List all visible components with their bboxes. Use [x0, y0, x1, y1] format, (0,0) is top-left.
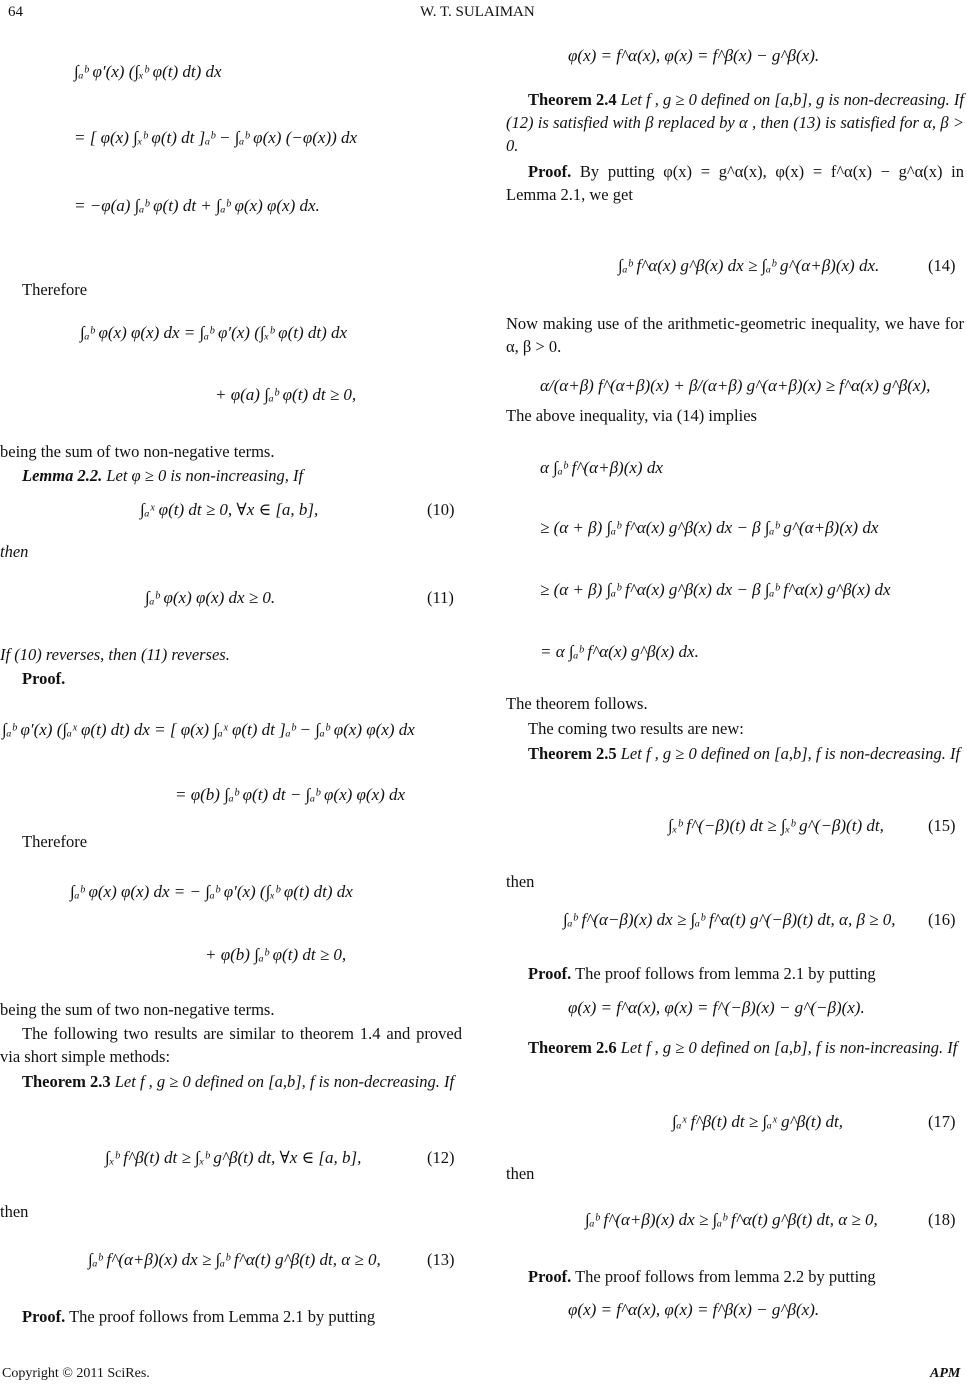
then-4: then [506, 1164, 535, 1183]
theorem-2-5-text: Let f , g ≥ 0 defined on [a,b], f is non-decreasing. If [620, 744, 961, 763]
copyright: Copyright © 2011 SciRes. [2, 1366, 150, 1381]
equation-a1: ∫ₐᵇ φ′(x) (∫ₓᵇ φ(t) dt) dx [74, 62, 222, 81]
equation-11: ∫ₐᵇ φ(x) φ(x) dx ≥ 0. [145, 588, 276, 607]
equation-15-number: (15) [928, 816, 956, 835]
proof-theorem-2-6 [528, 1265, 964, 1288]
proof-theorem-2-4-label: Proof. [528, 162, 572, 181]
equation-top-right: φ(x) = f^α(x), φ(x) = f^β(x) − g^β(x). [568, 46, 820, 65]
equation-16: ∫ₐᵇ f^(α−β)(x) dx ≥ ∫ₐᵇ f^α(t) g^(−β)(t) dt, α, β ≥ 0, [563, 910, 896, 929]
equation-proof-2-6: φ(x) = f^α(x), φ(x) = f^β(x) − g^β(x). [568, 1300, 820, 1319]
journal-abbrev: APM [930, 1366, 961, 1381]
equation-14: ∫ₐᵇ f^α(x) g^β(x) dx ≥ ∫ₐᵇ g^(α+β)(x) dx. [618, 256, 880, 275]
equation-17: ∫ₐˣ f^β(t) dt ≥ ∫ₐˣ g^β(t) dt, [672, 1112, 843, 1131]
equation-17-number: (17) [928, 1112, 956, 1131]
equation-d2: + φ(b) ∫ₐᵇ φ(t) dt ≥ 0, [205, 945, 347, 964]
lemma-2-2 [22, 464, 462, 487]
equation-c2: = φ(b) ∫ₐᵇ φ(t) dt − ∫ₐᵇ φ(x) φ(x) dx [175, 785, 406, 804]
proof-theorem-2-3-label: Proof. [22, 1307, 66, 1326]
equation-18-number: (18) [928, 1210, 956, 1229]
equation-15: ∫ₓᵇ f^(−β)(t) dt ≥ ∫ₓᵇ g^(−β)(t) dt, [668, 816, 884, 835]
then-2: then [0, 1202, 29, 1221]
equation-b2: + φ(a) ∫ₐᵇ φ(t) dt ≥ 0, [215, 385, 357, 404]
theorem-2-6-label: Theorem 2.6 [528, 1038, 617, 1057]
proof-theorem-2-6-text: The proof follows from lemma 2.2 by putting [575, 1267, 876, 1286]
theorem-2-5-label: Theorem 2.5 [528, 744, 617, 763]
equation-18: ∫ₐᵇ f^(α+β)(x) dx ≥ ∫ₐᵇ f^α(t) g^β(t) dt, α ≥ 0, [585, 1210, 878, 1229]
equation-proof-2-5: φ(x) = f^α(x), φ(x) = f^(−β)(x) − g^(−β)(x). [568, 998, 865, 1017]
sum-sentence-2: being the sum of two non-negative terms. [0, 1000, 275, 1019]
theorem-2-3-label: Theorem 2.3 [22, 1072, 111, 1091]
equation-d1: ∫ₐᵇ φ(x) φ(x) dx = − ∫ₐᵇ φ′(x) (∫ₓᵇ φ(t) dt) dx [70, 882, 353, 901]
theorem-2-6 [506, 1036, 964, 1059]
equation-e2: ≥ (α + β) ∫ₐᵇ f^α(x) g^β(x) dx − β ∫ₐᵇ g^(α+β)(x) dx [540, 518, 879, 537]
equation-a3: = −φ(a) ∫ₐᵇ φ(t) dt + ∫ₐᵇ φ(x) φ(x) dx. [74, 196, 320, 215]
theorem-2-4-text: Let f , g ≥ 0 defined on [a,b], g is non-decreasing. If (12) is satisfied with β replaced by α , then (13) is satisfied for α, β > 0. [506, 90, 965, 155]
equation-e3: ≥ (α + β) ∫ₐᵇ f^α(x) g^β(x) dx − β ∫ₐᵇ f^α(x) g^β(x) dx [540, 580, 891, 599]
proof-theorem-2-5 [528, 962, 964, 985]
theorem-2-3 [0, 1070, 462, 1093]
equation-b1: ∫ₐᵇ φ(x) φ(x) dx = ∫ₐᵇ φ′(x) (∫ₓᵇ φ(t) dt) dx [80, 323, 348, 342]
theorem-2-4-label: Theorem 2.4 [528, 90, 617, 109]
proof-lemma-2-2: Proof. [22, 669, 66, 688]
equation-a2: = [ φ(x) ∫ₓᵇ φ(t) dt ]ₐᵇ − ∫ₐᵇ φ(x) (−φ(x)) dx [74, 128, 358, 147]
equation-10: ∫ₐˣ φ(t) dt ≥ 0, ∀x ∈ [a, b], [140, 500, 319, 519]
theorem-2-6-text: Let f , g ≥ 0 defined on [a,b], f is non-increasing. If [620, 1038, 958, 1057]
equation-11-number: (11) [427, 588, 454, 607]
then-1: then [0, 542, 29, 561]
equation-13: ∫ₐᵇ f^(α+β)(x) dx ≥ ∫ₐᵇ f^α(t) g^β(t) dt, α ≥ 0, [88, 1250, 381, 1269]
equation-16-number: (16) [928, 910, 956, 929]
amgm-paragraph: Now making use of the arithmetic-geometric inequality, we have for α, β > 0. [506, 314, 964, 356]
coming-results: The coming two results are new: [528, 719, 744, 738]
equation-12: ∫ₓᵇ f^β(t) dt ≥ ∫ₓᵇ g^β(t) dt, ∀x ∈ [a, b], [105, 1148, 362, 1167]
lemma-2-2-text: Let φ ≥ 0 is non-increasing, If [106, 466, 304, 485]
following-paragraph: The following two results are similar to theorem 1.4 and proved via short simple methods: [0, 1024, 462, 1066]
lemma-2-2-label: Lemma 2.2. [22, 466, 103, 485]
therefore-1: Therefore [22, 280, 88, 299]
theorem-2-3-text: Let f , g ≥ 0 defined on [a,b], f is non-decreasing. If [114, 1072, 455, 1091]
equation-13-number: (13) [427, 1250, 455, 1269]
proof-theorem-2-5-text: The proof follows from lemma 2.1 by putting [575, 964, 876, 983]
equation-e1: α ∫ₐᵇ f^(α+β)(x) dx [540, 458, 663, 477]
therefore-2: Therefore [22, 832, 88, 851]
above-inequality: The above inequality, via (14) implies [506, 406, 757, 425]
page-number: 64 [8, 4, 23, 20]
equation-10-number: (10) [427, 500, 455, 519]
theorem-2-4 [506, 88, 964, 157]
proof-theorem-2-4-text: By putting φ(x) = g^α(x), φ(x) = f^α(x) − g^α(x) in Lemma 2.1, we get [506, 162, 964, 204]
equation-c1: ∫ₐᵇ φ′(x) (∫ₐˣ φ(t) dt) dx = [ φ(x) ∫ₐˣ φ(t) dt ]ₐᵇ − ∫ₐᵇ φ(x) φ(x) dx [2, 720, 415, 739]
reverse-note: If (10) reverses, then (11) reverses. [0, 645, 230, 664]
proof-theorem-2-3-text: The proof follows from Lemma 2.1 by putting [69, 1307, 376, 1326]
running-title: W. T. SULAIMAN [420, 4, 535, 20]
proof-theorem-2-5-label: Proof. [528, 964, 572, 983]
theorem-follows: The theorem follows. [506, 694, 648, 713]
proof-theorem-2-6-label: Proof. [528, 1267, 572, 1286]
then-3: then [506, 872, 535, 891]
theorem-2-5 [506, 742, 964, 765]
equation-e4: = α ∫ₐᵇ f^α(x) g^β(x) dx. [540, 642, 699, 661]
equation-14-number: (14) [928, 256, 956, 275]
sum-sentence-1: being the sum of two non-negative terms. [0, 442, 275, 461]
proof-theorem-2-3 [22, 1305, 462, 1328]
equation-12-number: (12) [427, 1148, 455, 1167]
proof-theorem-2-4 [506, 160, 964, 206]
equation-am-gm: α/(α+β) f^(α+β)(x) + β/(α+β) g^(α+β)(x) ≥ f^α(x) g^β(x), [540, 376, 931, 395]
